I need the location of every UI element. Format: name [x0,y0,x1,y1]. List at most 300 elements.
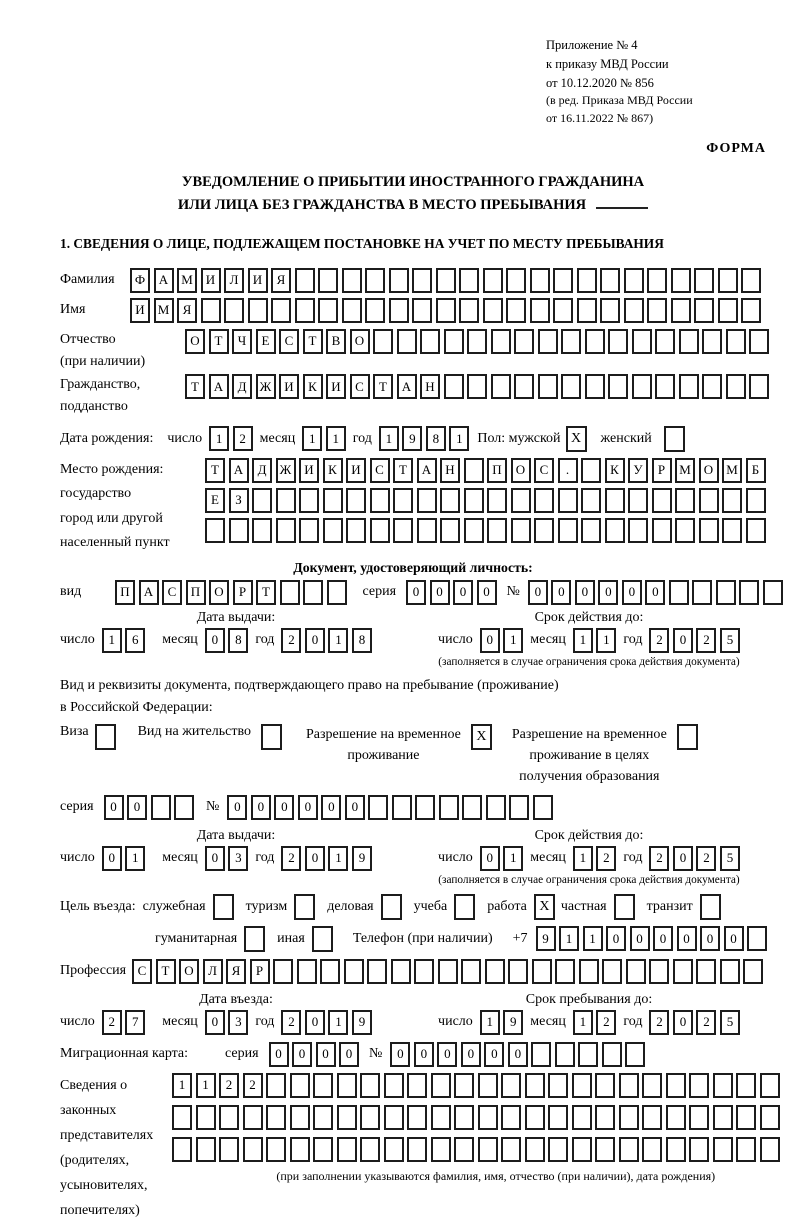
purpose-tourism-label: туризм [245,898,288,914]
doc-dates-block [60,610,766,668]
form-cell: 5 [720,846,740,871]
form-cell: К [303,374,323,399]
form-cell [337,1137,357,1162]
form-cell: 0 [274,795,294,820]
form-cell [397,329,417,354]
form-cell [342,298,362,323]
guardians-row1-cells [172,1073,780,1098]
purpose-official-checkbox [213,894,234,920]
form-cell: 0 [477,580,497,605]
form-cell [626,959,646,984]
guardians-label-line2: законных [60,1102,117,1118]
month-label: месяц [162,850,198,865]
form-cell [297,959,317,984]
form-cell [736,1073,756,1098]
form-cell: 0 [205,628,225,653]
form-cell [431,1073,451,1098]
form-cell: С [350,374,370,399]
appendix-line-3: от 10.12.2020 № 856 [546,75,654,90]
form-cell [342,268,362,293]
form-cell: С [370,458,390,483]
form-cell: 0 [673,628,693,653]
citizenship-row [60,374,766,417]
form-cell [360,1073,380,1098]
temp-residence-edu-label-line2: проживание в целях [529,747,650,763]
doc-valid-month-cells [573,628,617,653]
form-cell [501,1073,521,1098]
mc-series-cells [269,1042,360,1067]
form-cell [412,298,432,323]
form-cell [365,268,385,293]
form-cell [716,580,736,605]
form-cell: М [154,298,174,323]
form-cell: А [209,374,229,399]
patronymic-label-line2: (при наличии) [60,353,146,369]
doc-valid-title: Срок действия до: [534,609,644,625]
form-cell: 0 [700,926,720,951]
doc-issue-title: Дата выдачи: [196,609,276,625]
form-cell [713,1137,733,1162]
form-cell [276,518,296,543]
guardians-row2-cells [172,1105,780,1130]
form-cell: 5 [720,1010,740,1035]
form-cell [595,1073,615,1098]
residence-dates-block [60,828,766,886]
appendix-line-1: Приложение № 4 [546,38,638,52]
form-cell: С [534,458,554,483]
form-cell: 1 [328,846,348,871]
form-cell [229,518,249,543]
form-title-line-2-text: ИЛИ ЛИЦА БЕЗ ГРАЖДАНСТВА В МЕСТО ПРЕБЫВАНИЯ [177,196,587,213]
form-cell [572,1073,592,1098]
form-cell: П [487,458,507,483]
form-cell: Т [205,458,225,483]
residence-valid-block [412,828,766,886]
form-cell: Р [250,959,270,984]
form-cell [393,488,413,513]
form-cell [760,1073,780,1098]
guardians-label-line4: (родителях, [60,1153,130,1169]
form-cell [624,298,644,323]
form-cell: 0 [677,926,697,951]
form-cell [689,1105,709,1130]
form-cell: 1 [573,1010,593,1035]
form-cell: Л [203,959,223,984]
form-cell [243,1137,263,1162]
form-cell: М [675,458,695,483]
name-cells [130,298,761,323]
form-cell [323,518,343,543]
form-cell [689,1137,709,1162]
form-cell [219,1137,239,1162]
form-cell [602,959,622,984]
form-cell [702,374,722,399]
doc-issue-group [60,628,372,653]
profession-label: Профессия [60,963,127,978]
form-cell [726,329,746,354]
form-cell [407,1073,427,1098]
form-cell [266,1073,286,1098]
form-cell [666,1137,686,1162]
purpose-work-checkbox: X [534,894,555,920]
form-cell [252,518,272,543]
birth-place-label-line2: государство [60,486,132,502]
form-cell [299,518,319,543]
appendix-block [546,36,766,127]
day-label: число [60,850,95,865]
form-cell [276,488,296,513]
form-cell [602,1042,622,1067]
form-cell: 1 [573,846,593,871]
month-label: месяц [162,632,198,648]
form-cell [763,580,783,605]
form-cell: 0 [575,580,595,605]
form-cell [368,795,388,820]
form-cell [548,1073,568,1098]
form-cell: Ж [256,374,276,399]
form-cell: 1 [503,628,523,653]
form-cell [746,488,766,513]
form-cell [692,580,712,605]
form-cell [694,268,714,293]
form-cell [313,1105,333,1130]
form-cell [577,298,597,323]
form-cell: 0 [551,580,571,605]
day-label: число [438,1014,473,1029]
form-cell: О [185,329,205,354]
form-cell [417,518,437,543]
purpose-transit-label: транзит [646,898,693,914]
form-cell [533,795,553,820]
form-cell [628,488,648,513]
birth-month-cells [302,426,346,451]
form-cell [365,298,385,323]
form-cell: 0 [345,795,365,820]
forma-label: ФОРМА [706,141,766,157]
doc-issue-year-cells [281,628,372,653]
form-cell [407,1105,427,1130]
year-label: год [255,1014,275,1029]
form-cell: Р [233,580,253,605]
form-cell: 2 [649,1010,669,1035]
doc-series-cells [406,580,497,605]
form-cell [642,1137,662,1162]
sex-male-label: Пол: мужской [477,430,561,446]
form-cell [530,268,550,293]
form-cell [205,518,225,543]
form-cell: 0 [480,628,500,653]
purpose-official-label: служебная [142,898,206,914]
form-cell [534,518,554,543]
form-cell [655,374,675,399]
form-cell [501,1105,521,1130]
form-cell: 1 [596,628,616,653]
birth-place-label-line4: населенный пункт [60,535,170,551]
form-cell: Я [177,298,197,323]
form-cell [370,518,390,543]
form-cell [313,1073,333,1098]
form-cell [720,959,740,984]
entry-date-block [60,992,412,1035]
surname-cells [130,268,761,293]
form-cell: И [299,458,319,483]
form-cell [501,1137,521,1162]
form-cell [196,1137,216,1162]
day-label: число [167,430,203,446]
form-cell [506,268,526,293]
form-cell: 2 [281,628,301,653]
temp-residence-edu-label-line3: получения образования [519,768,660,784]
form-cell [679,329,699,354]
edition-line-2: от 16.11.2022 № 867) [546,110,654,125]
form-cell: 2 [649,846,669,871]
doc-number-label: № [506,584,520,600]
form-cell [346,488,366,513]
form-cell: Ж [276,458,296,483]
form-cell [196,1105,216,1130]
form-cell: И [248,268,268,293]
form-cell: 0 [104,795,124,820]
appendix-line-2: к приказу МВД России [546,56,669,71]
entry-month-cells [205,1010,249,1035]
birth-place-row3-cells [205,518,766,543]
residence-issue-group [60,846,372,871]
temp-residence-edu-option [512,724,698,787]
form-cell: 1 [125,846,145,871]
temp-residence-option [306,724,492,766]
residence-series-label: серия [60,799,94,814]
entry-date-title: Дата въезда: [199,991,273,1007]
stay-until-title: Срок пребывания до: [525,991,653,1007]
guardians-label-line6: попечителях) [60,1203,140,1219]
form-cell [736,1105,756,1130]
stay-until-row [412,1010,766,1035]
form-cell [608,329,628,354]
form-cell [486,795,506,820]
form-cell: 6 [125,628,145,653]
guardians-label [60,1073,172,1224]
form-cell [393,518,413,543]
form-cell: 8 [426,426,446,451]
form-cell: Н [440,458,460,483]
entry-dates-block [60,992,766,1035]
temp-residence-label-line2: проживание [347,747,420,763]
form-cell: Н [420,374,440,399]
doc-issue-block [60,610,412,668]
form-cell [739,580,759,605]
form-cell: 1 [559,926,579,951]
form-cell: Д [252,458,272,483]
form-cell: К [605,458,625,483]
doc-kind-cells [115,580,347,605]
form-cell [459,298,479,323]
form-cell [392,795,412,820]
form-cell [467,329,487,354]
birth-place-row1-cells [205,458,766,483]
form-cell: Е [205,488,225,513]
form-cell [581,458,601,483]
form-cell [509,795,529,820]
form-cell [585,329,605,354]
form-cell [467,374,487,399]
residence-issue-day-cells [102,846,146,871]
guardians-note: (при заполнении указываются фамилия, имя, отчество (при наличии), дата рождения) [276,1168,716,1183]
stay-month-cells [573,1010,617,1035]
form-cell [689,1073,709,1098]
form-cell [412,268,432,293]
section1-heading: 1. СВЕДЕНИЯ О ЛИЦЕ, ПОДЛЕЖАЩЕМ ПОСТАНОВКЕ НА УЧЕТ ПО МЕСТУ ПРЕБЫВАНИЯ [60,235,664,251]
form-cell: 0 [292,1042,312,1067]
form-cell: Т [209,329,229,354]
day-label: число [60,1014,95,1029]
blank-underline [596,207,648,209]
form-cell: К [323,458,343,483]
form-cell: 3 [228,1010,248,1035]
form-cell [299,488,319,513]
form-cell: 0 [724,926,744,951]
birth-date-label: Дата рождения: [60,430,154,446]
form-cell [461,959,481,984]
form-cell [370,488,390,513]
form-cell [578,1042,598,1067]
form-cell [485,959,505,984]
form-cell: О [209,580,229,605]
form-cell [360,1105,380,1130]
form-cell [532,959,552,984]
form-cell [555,959,575,984]
form-cell: Т [156,959,176,984]
form-cell [675,518,695,543]
form-cell [151,795,171,820]
form-cell [483,298,503,323]
form-cell: 1 [379,426,399,451]
visa-checkbox [95,724,116,750]
form-cell: 1 [573,628,593,653]
form-cell [391,959,411,984]
doc-issue-month-cells [205,628,249,653]
form-cell [295,268,315,293]
form-cell: Л [224,268,244,293]
form-cell [760,1105,780,1130]
form-cell [673,959,693,984]
form-cell: Ф [130,268,150,293]
purpose-other-label: иная [277,930,305,946]
doc-kind-label: вид [60,584,82,600]
form-cell [652,488,672,513]
birth-day-cells [209,426,253,451]
form-cell [531,1042,551,1067]
form-cell: 9 [352,846,372,871]
form-cell [534,488,554,513]
residence-number-label: № [206,799,220,814]
form-cell [487,518,507,543]
residence-issue-title: Дата выдачи: [196,827,276,843]
form-title-line-2 [60,194,766,216]
form-cell [718,268,738,293]
form-cell: 0 [127,795,147,820]
form-cell: 1 [583,926,603,951]
form-cell: 0 [480,846,500,871]
form-cell [553,268,573,293]
form-cell [438,959,458,984]
residence-valid-day-cells [480,846,524,871]
form-cell: А [229,458,249,483]
form-cell [290,1137,310,1162]
form-cell: 0 [305,1010,325,1035]
form-cell: 2 [233,426,253,451]
name-label: Имя [60,302,86,318]
form-cell: 0 [630,926,650,951]
form-cell: А [397,374,417,399]
form-cell: 0 [645,580,665,605]
form-cell [440,518,460,543]
form-cell [655,329,675,354]
temp-residence-label [306,724,461,766]
form-cell: 9 [536,926,556,951]
birth-place-label-line1: Место рождения: [60,461,164,477]
guardians-row3-cells [172,1137,780,1162]
form-cell [561,329,581,354]
form-cell [462,795,482,820]
form-cell [337,1105,357,1130]
doc-valid-block [412,610,766,668]
form-cell [628,518,648,543]
patronymic-row [60,329,766,372]
form-cell [290,1105,310,1130]
form-cell [579,959,599,984]
citizenship-label-line2: подданство [60,399,128,415]
form-cell: С [162,580,182,605]
form-cell: 0 [251,795,271,820]
patronymic-cells [185,329,769,354]
form-cell [172,1105,192,1130]
form-cell: Т [393,458,413,483]
stay-until-group [438,1010,740,1035]
form-cell [595,1137,615,1162]
form-title [60,171,766,216]
day-label: число [60,632,95,648]
form-cell [414,959,434,984]
form-cell [666,1073,686,1098]
form-cell: 9 [503,1010,523,1035]
form-cell [483,268,503,293]
form-cell [436,268,456,293]
temp-residence-checkbox: X [471,724,492,750]
form-cell [252,488,272,513]
doc-valid-day-cells [480,628,524,653]
form-cell [702,329,722,354]
birth-year-cells [379,426,470,451]
doc-valid-group [438,628,740,653]
form-cell [718,298,738,323]
form-cell: 3 [228,846,248,871]
year-label: год [255,632,275,648]
form-cell [431,1105,451,1130]
form-cell [642,1073,662,1098]
form-cell [747,926,767,951]
form-cell [652,518,672,543]
form-cell [201,298,221,323]
form-cell [514,329,534,354]
sex-female-checkbox [664,426,685,452]
form-cell: 1 [196,1073,216,1098]
form-cell [295,298,315,323]
form-cell [605,488,625,513]
form-cell [713,1105,733,1130]
form-cell [344,959,364,984]
form-cell [318,298,338,323]
form-cell [699,518,719,543]
